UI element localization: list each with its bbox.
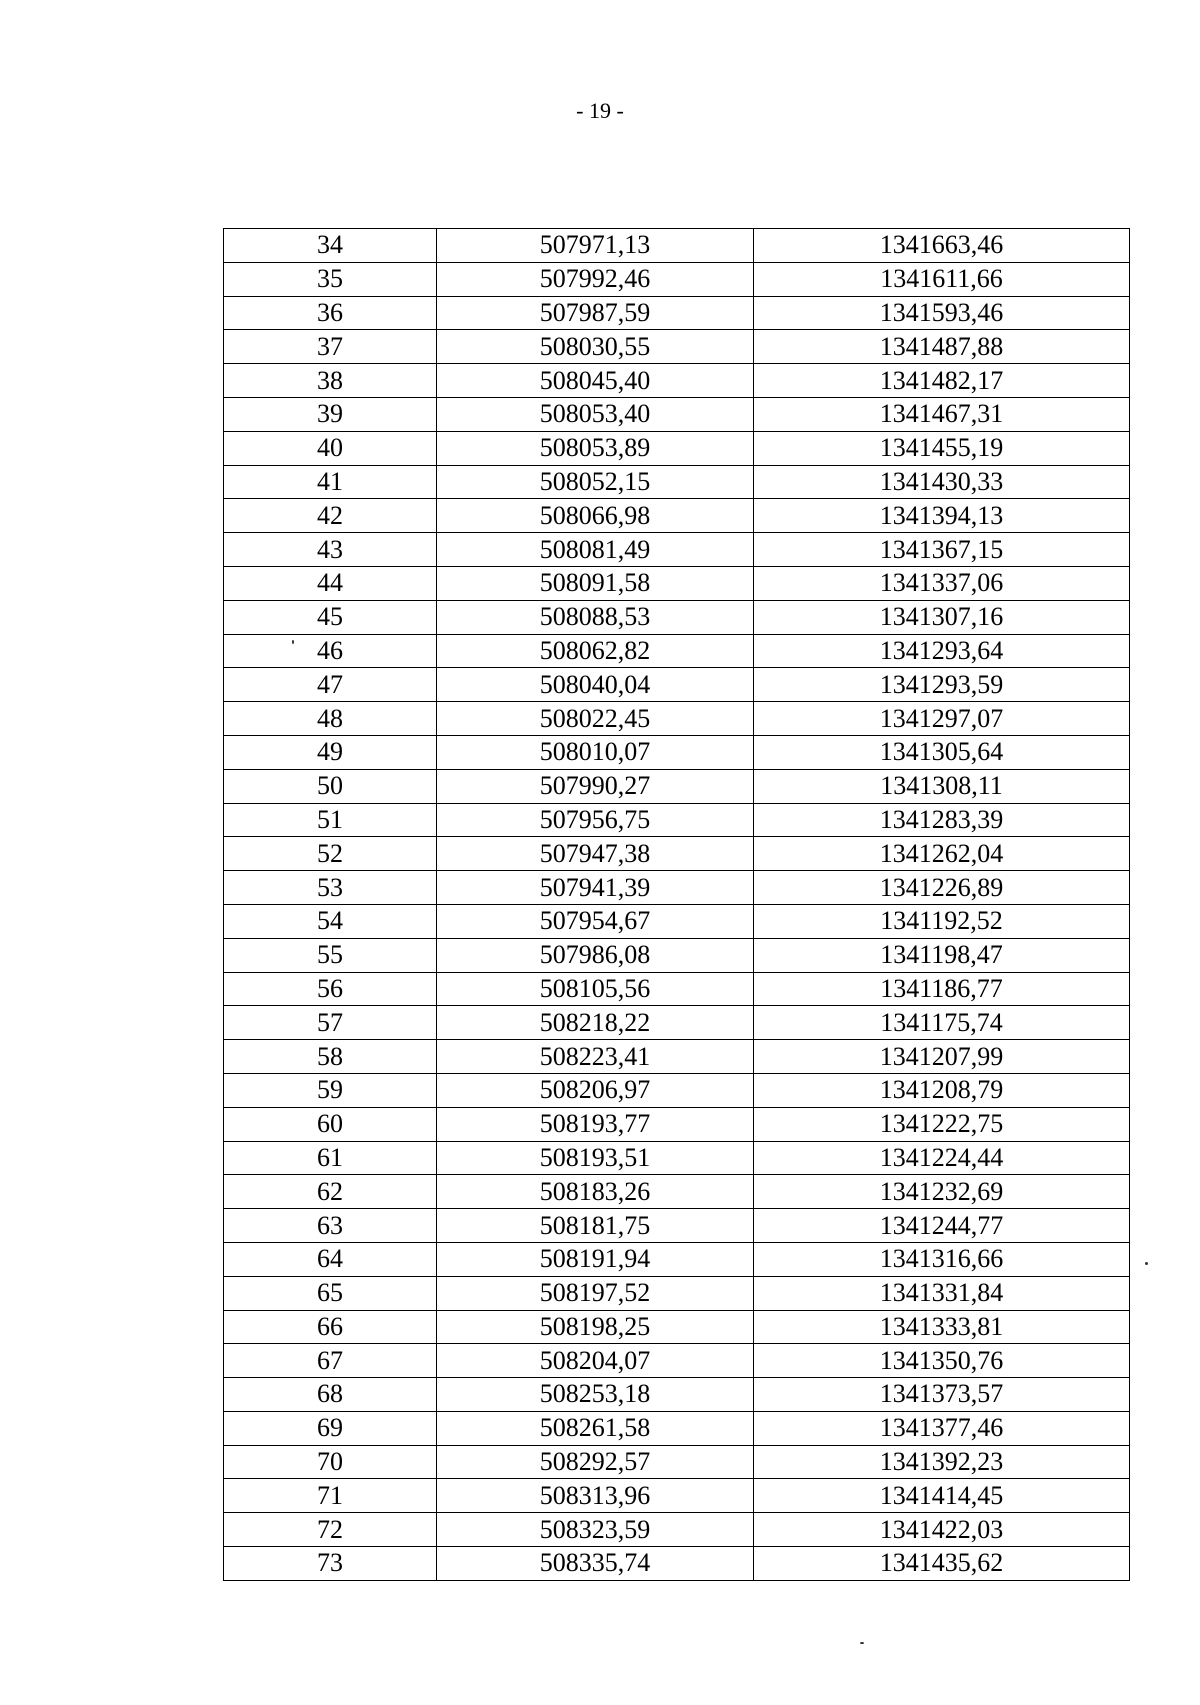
y-coordinate-cell: 1341175,74 — [754, 1006, 1130, 1040]
point-number-cell: 58 — [224, 1040, 437, 1074]
point-number-cell: 66 — [224, 1310, 437, 1344]
point-number-cell: 41 — [224, 465, 437, 499]
table-row — [224, 972, 1130, 1006]
table-row — [224, 871, 1130, 905]
y-coordinate-cell: 1341373,57 — [754, 1378, 1130, 1412]
table-row — [224, 1073, 1130, 1107]
point-number-cell: 56 — [224, 972, 437, 1006]
point-number-cell: 60 — [224, 1107, 437, 1141]
table-row — [224, 1479, 1130, 1513]
x-coordinate-cell: 508053,40 — [437, 397, 754, 431]
table-row — [224, 296, 1130, 330]
table-row — [224, 364, 1130, 398]
table-row — [224, 465, 1130, 499]
point-number-cell: 53 — [224, 871, 437, 905]
y-coordinate-cell: 1341482,17 — [754, 364, 1130, 398]
x-coordinate-cell: 508091,58 — [437, 566, 754, 600]
point-number-cell: 57 — [224, 1006, 437, 1040]
point-number-cell: 52 — [224, 837, 437, 871]
x-coordinate-cell: 508066,98 — [437, 499, 754, 533]
y-coordinate-cell: 1341455,19 — [754, 431, 1130, 465]
x-coordinate-cell: 508223,41 — [437, 1040, 754, 1074]
y-coordinate-cell: 1341611,66 — [754, 262, 1130, 296]
x-coordinate-cell: 508010,07 — [437, 735, 754, 769]
x-coordinate-cell: 508053,89 — [437, 431, 754, 465]
point-number-cell: 64 — [224, 1242, 437, 1276]
table-row — [224, 533, 1130, 567]
x-coordinate-cell: 508193,51 — [437, 1141, 754, 1175]
point-number-cell: 63 — [224, 1209, 437, 1243]
y-coordinate-cell: 1341414,45 — [754, 1479, 1130, 1513]
point-number-cell: 59 — [224, 1073, 437, 1107]
x-coordinate-cell: 508045,40 — [437, 364, 754, 398]
point-number-cell: 62 — [224, 1175, 437, 1209]
table-row — [224, 938, 1130, 972]
coordinates-table — [223, 228, 1130, 1581]
table-row — [224, 431, 1130, 465]
point-number-cell: 71 — [224, 1479, 437, 1513]
x-coordinate-cell: 507941,39 — [437, 871, 754, 905]
y-coordinate-cell: 1341367,15 — [754, 533, 1130, 567]
x-coordinate-cell: 508313,96 — [437, 1479, 754, 1513]
table-row — [224, 600, 1130, 634]
y-coordinate-cell: 1341232,69 — [754, 1175, 1130, 1209]
table-row — [224, 1513, 1130, 1547]
scan-speck — [1145, 1262, 1148, 1265]
table-row — [224, 702, 1130, 736]
x-coordinate-cell: 508052,15 — [437, 465, 754, 499]
table-row — [224, 1006, 1130, 1040]
table-row — [224, 229, 1130, 263]
point-number-cell: 69 — [224, 1411, 437, 1445]
point-number-cell: 36 — [224, 296, 437, 330]
point-number-cell: 54 — [224, 904, 437, 938]
table-row — [224, 904, 1130, 938]
table-row — [224, 1310, 1130, 1344]
x-coordinate-cell: 507954,67 — [437, 904, 754, 938]
point-number-cell: 42 — [224, 499, 437, 533]
point-number-cell: 44 — [224, 566, 437, 600]
y-coordinate-cell: 1341207,99 — [754, 1040, 1130, 1074]
x-coordinate-cell: 508088,53 — [437, 600, 754, 634]
y-coordinate-cell: 1341392,23 — [754, 1445, 1130, 1479]
point-number-cell: 61 — [224, 1141, 437, 1175]
y-coordinate-cell: 1341293,64 — [754, 634, 1130, 668]
y-coordinate-cell: 1341186,77 — [754, 972, 1130, 1006]
table-row — [224, 1209, 1130, 1243]
coordinates-table-body — [224, 229, 1130, 1581]
y-coordinate-cell: 1341337,06 — [754, 566, 1130, 600]
table-row — [224, 1378, 1130, 1412]
point-number-cell: 43 — [224, 533, 437, 567]
x-coordinate-cell: 507947,38 — [437, 837, 754, 871]
x-coordinate-cell: 507971,13 — [437, 229, 754, 263]
y-coordinate-cell: 1341394,13 — [754, 499, 1130, 533]
table-row — [224, 397, 1130, 431]
y-coordinate-cell: 1341293,59 — [754, 668, 1130, 702]
y-coordinate-cell: 1341222,75 — [754, 1107, 1130, 1141]
x-coordinate-cell: 508040,04 — [437, 668, 754, 702]
table-row — [224, 1547, 1130, 1581]
table-row — [224, 566, 1130, 600]
y-coordinate-cell: 1341308,11 — [754, 769, 1130, 803]
point-number-cell: 72 — [224, 1513, 437, 1547]
table-row — [224, 1242, 1130, 1276]
point-number-cell: 35 — [224, 262, 437, 296]
y-coordinate-cell: 1341435,62 — [754, 1547, 1130, 1581]
table-row — [224, 735, 1130, 769]
table-row — [224, 499, 1130, 533]
y-coordinate-cell: 1341377,46 — [754, 1411, 1130, 1445]
x-coordinate-cell: 508292,57 — [437, 1445, 754, 1479]
x-coordinate-cell: 508081,49 — [437, 533, 754, 567]
table-row — [224, 837, 1130, 871]
y-coordinate-cell: 1341224,44 — [754, 1141, 1130, 1175]
table-row — [224, 1040, 1130, 1074]
table-row — [224, 330, 1130, 364]
x-coordinate-cell: 508335,74 — [437, 1547, 754, 1581]
point-number-cell: 40 — [224, 431, 437, 465]
x-coordinate-cell: 508218,22 — [437, 1006, 754, 1040]
x-coordinate-cell: 507992,46 — [437, 262, 754, 296]
x-coordinate-cell: 508181,75 — [437, 1209, 754, 1243]
table-row — [224, 668, 1130, 702]
point-number-cell: 47 — [224, 668, 437, 702]
x-coordinate-cell: 508105,56 — [437, 972, 754, 1006]
scan-speck — [860, 1642, 864, 1644]
table-row — [224, 803, 1130, 837]
y-coordinate-cell: 1341244,77 — [754, 1209, 1130, 1243]
x-coordinate-cell: 508022,45 — [437, 702, 754, 736]
point-number-cell: 67 — [224, 1344, 437, 1378]
y-coordinate-cell: 1341208,79 — [754, 1073, 1130, 1107]
point-number-cell: 49 — [224, 735, 437, 769]
x-coordinate-cell: 508183,26 — [437, 1175, 754, 1209]
x-coordinate-cell: 508030,55 — [437, 330, 754, 364]
y-coordinate-cell: 1341307,16 — [754, 600, 1130, 634]
y-coordinate-cell: 1341198,47 — [754, 938, 1130, 972]
y-coordinate-cell: 1341331,84 — [754, 1276, 1130, 1310]
point-number-cell: 68 — [224, 1378, 437, 1412]
table-row — [224, 1141, 1130, 1175]
y-coordinate-cell: 1341663,46 — [754, 229, 1130, 263]
y-coordinate-cell: 1341316,66 — [754, 1242, 1130, 1276]
table-row — [224, 262, 1130, 296]
point-number-cell: 38 — [224, 364, 437, 398]
x-coordinate-cell: 508197,52 — [437, 1276, 754, 1310]
point-number-cell: 48 — [224, 702, 437, 736]
table-row — [224, 769, 1130, 803]
x-coordinate-cell: 507986,08 — [437, 938, 754, 972]
table-row — [224, 1107, 1130, 1141]
point-number-cell: 55 — [224, 938, 437, 972]
x-coordinate-cell: 508253,18 — [437, 1378, 754, 1412]
point-number-cell: 34 — [224, 229, 437, 263]
y-coordinate-cell: 1341192,52 — [754, 904, 1130, 938]
x-coordinate-cell: 508062,82 — [437, 634, 754, 668]
x-coordinate-cell: 508193,77 — [437, 1107, 754, 1141]
scan-speck — [292, 640, 294, 644]
point-number-cell: 39 — [224, 397, 437, 431]
x-coordinate-cell: 508191,94 — [437, 1242, 754, 1276]
point-number-cell: 46 — [224, 634, 437, 668]
point-number-cell: 45 — [224, 600, 437, 634]
y-coordinate-cell: 1341467,31 — [754, 397, 1130, 431]
y-coordinate-cell: 1341283,39 — [754, 803, 1130, 837]
point-number-cell: 50 — [224, 769, 437, 803]
y-coordinate-cell: 1341262,04 — [754, 837, 1130, 871]
x-coordinate-cell: 507987,59 — [437, 296, 754, 330]
y-coordinate-cell: 1341305,64 — [754, 735, 1130, 769]
y-coordinate-cell: 1341430,33 — [754, 465, 1130, 499]
x-coordinate-cell: 508261,58 — [437, 1411, 754, 1445]
y-coordinate-cell: 1341297,07 — [754, 702, 1130, 736]
point-number-cell: 73 — [224, 1547, 437, 1581]
page-number: - 19 - — [576, 98, 624, 123]
table-row — [224, 1344, 1130, 1378]
x-coordinate-cell: 507990,27 — [437, 769, 754, 803]
x-coordinate-cell: 508198,25 — [437, 1310, 754, 1344]
x-coordinate-cell: 507956,75 — [437, 803, 754, 837]
x-coordinate-cell: 508204,07 — [437, 1344, 754, 1378]
y-coordinate-cell: 1341226,89 — [754, 871, 1130, 905]
table-row — [224, 1276, 1130, 1310]
x-coordinate-cell: 508323,59 — [437, 1513, 754, 1547]
table-row — [224, 1445, 1130, 1479]
y-coordinate-cell: 1341350,76 — [754, 1344, 1130, 1378]
y-coordinate-cell: 1341487,88 — [754, 330, 1130, 364]
y-coordinate-cell: 1341333,81 — [754, 1310, 1130, 1344]
x-coordinate-cell: 508206,97 — [437, 1073, 754, 1107]
table-row — [224, 1411, 1130, 1445]
y-coordinate-cell: 1341422,03 — [754, 1513, 1130, 1547]
table-row — [224, 1175, 1130, 1209]
point-number-cell: 65 — [224, 1276, 437, 1310]
point-number-cell: 37 — [224, 330, 437, 364]
table-row — [224, 634, 1130, 668]
point-number-cell: 70 — [224, 1445, 437, 1479]
point-number-cell: 51 — [224, 803, 437, 837]
y-coordinate-cell: 1341593,46 — [754, 296, 1130, 330]
